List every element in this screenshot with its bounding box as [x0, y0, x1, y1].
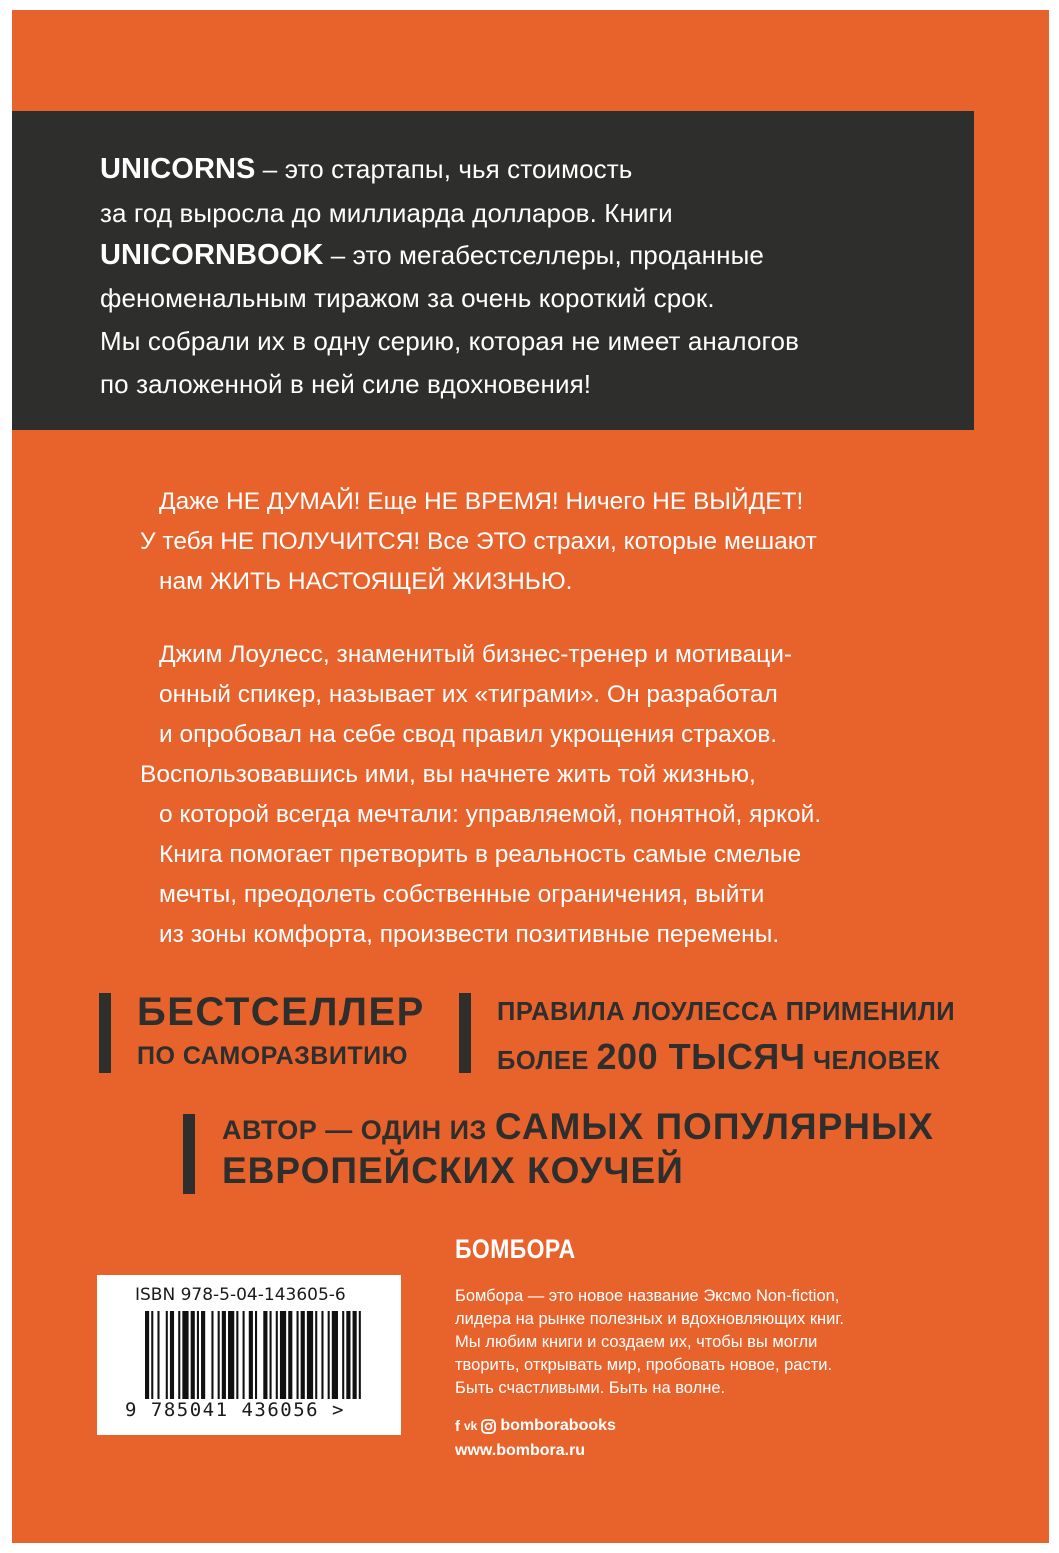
- intro-line-5: Мы собрали их в одну серию, которая не имеет аналогов: [100, 326, 800, 356]
- intro-line-4: феноменальным тиражом за очень короткий срок.: [100, 283, 715, 313]
- intro-line-2: за год выросла до миллиарда долларов. Книги: [100, 198, 673, 228]
- readers-line-1: ПРАВИЛА ЛОУЛЕССА ПРИМЕНИЛИ: [497, 998, 956, 1026]
- hook-line: Даже НЕ ДУМАЙ! Еще НЕ ВРЕМЯ! Ничего НЕ ВЫЙДЕТ!: [159, 488, 804, 515]
- intro-line-3: UNICORNBOOK – это мегабестселлеры, проданные: [100, 239, 764, 271]
- publisher-about-line: Быть счастливыми. Быть на волне.: [455, 1379, 726, 1397]
- series-intro-panel: [12, 111, 974, 430]
- publisher-about-line: Бомбора — это новое название Эксмо Non-fiction,: [455, 1287, 840, 1305]
- promo-bar: [99, 993, 111, 1073]
- description-line: из зоны комфорта, произвести позитивные перемены.: [159, 921, 780, 948]
- unicorns-term: UNICORNS: [100, 153, 256, 185]
- readers-count: 200 ТЫСЯЧ: [596, 1036, 806, 1077]
- bestseller-subtitle: ПО САМОРАЗВИТИЮ: [137, 1042, 408, 1070]
- description-line: онный спикер, называет их «тиграми». Он разработал: [159, 681, 778, 708]
- description-line: о которой всегда мечтали: управляемой, понятной, яркой.: [159, 801, 822, 828]
- book-back-cover: [12, 10, 1049, 1543]
- publisher-logo: БОМБОРА: [455, 1234, 576, 1264]
- promo-bar: [183, 1114, 195, 1194]
- vk-icon[interactable]: vk: [464, 1419, 478, 1433]
- hook-line: нам ЖИТЬ НАСТОЯЩЕЙ ЖИЗНЬЮ.: [159, 568, 573, 595]
- author-line-2: ЕВРОПЕЙСКИХ КОУЧЕЙ: [222, 1150, 684, 1191]
- description-line: Книга помогает претворить в реальность самые смелые: [159, 841, 802, 868]
- isbn-label: ISBN 978-5-04-143605-6: [135, 1285, 346, 1305]
- description-line: мечты, преодолеть собственные ограничения, выйти: [159, 881, 765, 908]
- barcode-digits: 9 785041 436056 >: [125, 1399, 345, 1421]
- isbn-barcode: [97, 1275, 401, 1435]
- publisher-about-line: Мы любим книги и создаем их, чтобы вы могли: [455, 1333, 818, 1351]
- author-line-1: АВТОР — ОДИН ИЗ САМЫХ ПОПУЛЯРНЫХ: [222, 1106, 934, 1147]
- description-line: Воспользовавшись ими, вы начнете жить той жизнью,: [140, 761, 756, 788]
- social-links: [455, 1417, 616, 1435]
- intro-line-1: UNICORNS – это стартапы, чья стоимость: [100, 153, 633, 185]
- intro-line-6: по заложенной в ней силе вдохновения!: [100, 369, 592, 399]
- unicornbook-term: UNICORNBOOK: [100, 239, 324, 271]
- readers-line-2: БОЛЕЕ 200 ТЫСЯЧ ЧЕЛОВЕК: [497, 1036, 941, 1077]
- description-line: и опробовал на себе свод правил укрощения страхов.: [159, 721, 778, 748]
- facebook-icon[interactable]: f: [455, 1417, 460, 1435]
- publisher-about-line: творить, открывать мир, пробовать новое, расти.: [455, 1356, 833, 1374]
- bestseller-title: БЕСТСЕЛЛЕР: [137, 990, 425, 1034]
- hook-line: У тебя НЕ ПОЛУЧИТСЯ! Все ЭТО страхи, которые мешают: [140, 528, 817, 555]
- promo-bar: [459, 993, 471, 1073]
- instagram-icon[interactable]: [481, 1419, 496, 1434]
- social-handle[interactable]: bomborabooks: [500, 1417, 616, 1434]
- barcode-icon: [145, 1311, 365, 1399]
- description-line: Джим Лоулесс, знаменитый бизнес-тренер и мотиваци-: [159, 641, 793, 668]
- publisher-about-line: лидера на рынке полезных и вдохновляющих книг.: [455, 1310, 844, 1328]
- publisher-website[interactable]: www.bombora.ru: [455, 1442, 586, 1459]
